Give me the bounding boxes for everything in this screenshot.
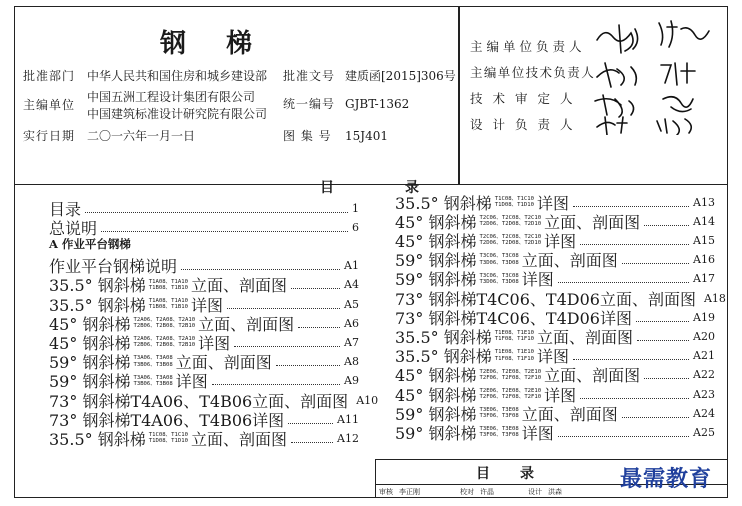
toc-entry-code: T3D06、T3D08 xyxy=(479,278,519,285)
editor-value-1: 中国五洲工程设计集团有限公司 xyxy=(87,90,256,104)
toc-entry-prefix: 59° 钢斜梯 xyxy=(395,423,477,443)
toc-entry-code: T1C08、T1C10 xyxy=(148,432,188,439)
toc-entry-suffix: 详图 xyxy=(544,385,577,405)
toc-entry-code: T1A08、T1A10 xyxy=(148,297,188,304)
toc-entry[interactable] xyxy=(49,314,359,334)
toc-leader-dots xyxy=(212,376,340,385)
toc-entry-suffix: 立面、剖面图 xyxy=(521,251,618,271)
toc-entry-title: 73° 钢斜梯T4A06、T4B06详图 xyxy=(49,410,285,430)
code-label: 统一编号 xyxy=(283,97,336,111)
toc-entry[interactable] xyxy=(395,212,715,232)
toc-leader-dots xyxy=(276,357,340,366)
toc-page-number: A10 xyxy=(356,393,379,407)
toc-page-number: A11 xyxy=(337,412,359,426)
toc-entry[interactable] xyxy=(395,270,715,290)
cell-design-name: 洪森 xyxy=(548,488,562,496)
toc-entry[interactable] xyxy=(49,429,359,449)
toc-entry-codes xyxy=(479,426,518,438)
role-chief-editor: 主编单位负责人 xyxy=(470,39,586,54)
toc-entry-prefix: 35.5° 钢斜梯 xyxy=(395,347,492,367)
editor-value-2: 中国建筑标准设计研究院有限公司 xyxy=(87,107,268,121)
toc-entry-code: T2E06、T2E08、T2E10 xyxy=(479,387,542,394)
toc-entry-suffix: 详图 xyxy=(191,295,224,315)
cell-review-name: 李正刚 xyxy=(399,488,420,496)
toc-entry-code: T1D08、T1D10 xyxy=(494,202,534,208)
toc-entry-suffix: 立面、剖面图 xyxy=(544,366,641,386)
approve-label: 批准部门 xyxy=(23,69,76,83)
role-designer: 设计负责人 xyxy=(470,117,583,132)
toc-leader-dots xyxy=(622,409,689,418)
toc-entry-codes xyxy=(495,349,534,361)
toc-page-number: 6 xyxy=(352,220,359,234)
toc-leader-dots xyxy=(181,261,340,270)
toc-entry-prefix: 35.5° 钢斜梯 xyxy=(395,327,492,347)
toc-entry-suffix: 立面、剖面图 xyxy=(544,212,641,232)
toc-entry[interactable] xyxy=(49,410,359,430)
toc-entry-code: T2F06、T2F08、T2F10 xyxy=(479,394,542,400)
toc-entry-code: T2D06、T2D08、T2D10 xyxy=(479,240,542,247)
toc-entry[interactable] xyxy=(49,333,359,353)
toc-entry-codes xyxy=(149,432,188,444)
toc-title-2: 录 xyxy=(405,180,419,196)
toc-entry[interactable] xyxy=(395,347,715,367)
toc-entry-code: T2A06、T2A08、T2A10 xyxy=(133,336,196,343)
toc-entry-code: T2A06、T2A08、T2A10 xyxy=(133,316,196,323)
toc-entry-prefix: 45° 钢斜梯 xyxy=(49,314,131,334)
toc-entry-suffix: 详图 xyxy=(175,372,208,392)
toc-page-number: A21 xyxy=(693,349,715,363)
toc-leader-dots xyxy=(291,434,333,443)
toc-entry-prefix: 59° 钢斜梯 xyxy=(395,251,477,271)
toc-entry-suffix: 立面、剖面图 xyxy=(521,404,618,424)
toc-entry-suffix: 立面、剖面图 xyxy=(175,353,272,373)
editor-label: 主编单位 xyxy=(23,98,76,112)
toc-entry-suffix: 立面、剖面图 xyxy=(198,314,295,334)
toc-leader-dots xyxy=(580,390,689,399)
role-reviewer: 技术审定人 xyxy=(470,91,583,106)
approve-value: 中华人民共和国住房和城乡建设部 xyxy=(87,69,268,83)
toc-leader-dots xyxy=(573,198,689,207)
toc-entry[interactable] xyxy=(395,289,726,309)
toc-entry-title: 目录 xyxy=(49,199,82,219)
toc-entry-title: 73° 钢斜梯T4A06、T4B06立面、剖面图 xyxy=(49,391,349,411)
toc-entry-code: T1E08、T1E10 xyxy=(494,349,534,356)
toc-entry[interactable] xyxy=(49,218,359,238)
atlas-title: 钢梯 xyxy=(160,29,293,59)
toc-entry[interactable] xyxy=(395,231,715,251)
sheet-frame xyxy=(14,6,728,498)
toc-entry-codes xyxy=(149,298,188,310)
toc-entry-suffix: 详图 xyxy=(198,333,231,353)
toc-page-number: A5 xyxy=(344,297,359,311)
toc-entry[interactable] xyxy=(49,295,359,315)
toc-leader-dots xyxy=(85,204,348,213)
toc-entry-suffix: 详图 xyxy=(537,347,570,367)
toc-leader-dots xyxy=(227,300,340,309)
toc-entry-codes xyxy=(149,279,188,291)
toc-entry-codes xyxy=(479,234,541,246)
toc-entry-prefix: 35.5° 钢斜梯 xyxy=(49,276,146,296)
toc-entry-code: T3C06、T3C08 xyxy=(479,272,519,279)
toc-entry-suffix: 详图 xyxy=(544,231,577,251)
toc-entry-prefix: 35.5° 钢斜梯 xyxy=(49,295,146,315)
toc-entry-code: T3B06、T3B08 xyxy=(133,361,173,368)
toc-entry[interactable] xyxy=(49,199,359,219)
toc-leader-dots xyxy=(234,338,340,347)
toc-entry-codes xyxy=(133,336,195,348)
toc-entry-code: T2E06、T2E08、T2E10 xyxy=(479,368,542,375)
toc-entry-code: T2C06、T2C08、T2C10 xyxy=(479,214,542,221)
toc-entry-prefix: 45° 钢斜梯 xyxy=(395,212,477,232)
cell-design-label: 设计 xyxy=(528,488,542,496)
code-value: GJBT-1362 xyxy=(345,97,410,111)
toc-entry-prefix: 59° 钢斜梯 xyxy=(395,270,477,290)
toc-entry[interactable] xyxy=(49,257,359,277)
toc-entry-prefix: 45° 钢斜梯 xyxy=(395,385,477,405)
toc-entry-code: T1F08、T1F10 xyxy=(494,355,534,362)
toc-entry-codes xyxy=(133,355,172,367)
watermark-text: 最需教育 xyxy=(620,466,713,492)
handwritten-signatures xyxy=(591,15,726,135)
toc-entry-codes xyxy=(133,375,172,387)
toc-entry[interactable] xyxy=(49,353,359,373)
toc-entry-prefix: 59° 钢斜梯 xyxy=(49,372,131,392)
toc-entry-prefix: 59° 钢斜梯 xyxy=(49,353,131,373)
toc-page-number: A1 xyxy=(344,259,359,273)
doc-no-label: 批准文号 xyxy=(283,69,336,83)
toc-page-number: A14 xyxy=(693,214,715,228)
toc-entry[interactable] xyxy=(395,404,715,424)
toc-entry[interactable] xyxy=(395,251,715,271)
toc-entry-codes xyxy=(495,330,534,342)
toc-entry-codes xyxy=(479,253,518,265)
toc-leader-dots xyxy=(298,319,340,328)
toc-entry-prefix: 35.5° 钢斜梯 xyxy=(395,193,492,213)
toc-entry-suffix: 详图 xyxy=(537,193,570,213)
toc-entry-code: T1F08、T1F10 xyxy=(494,336,534,343)
toc-entry-code: T3E06、T3E08 xyxy=(479,406,519,413)
toc-entry-prefix: 35.5° 钢斜梯 xyxy=(49,429,146,449)
toc-entry-title: 73° 钢斜梯T4C06、T4D06详图 xyxy=(395,308,632,328)
toc-page-number: A12 xyxy=(337,431,359,445)
toc-page-number: A8 xyxy=(344,355,359,369)
toc-entry-code: T3A06、T3A08 xyxy=(133,374,173,381)
toc-page-number: A23 xyxy=(693,387,715,401)
toc-page-number: A4 xyxy=(344,278,359,292)
atlas-label: 图 集 号 xyxy=(283,129,332,143)
toc-leader-dots xyxy=(291,280,340,289)
toc-entry[interactable] xyxy=(49,372,359,392)
toc-page-number: A15 xyxy=(693,233,715,247)
toc-entry-code: T3F06、T3F08 xyxy=(479,413,519,420)
toc-leader-dots xyxy=(101,223,348,232)
toc-entry[interactable] xyxy=(395,423,715,443)
toc-entry-code: T2B06、T2B08、T2B10 xyxy=(133,342,196,349)
toc-page-number: A18 xyxy=(703,291,726,305)
role-tech-lead: 主编单位技术负责人 xyxy=(470,65,596,80)
cover-header xyxy=(15,7,727,185)
toc-leader-dots xyxy=(636,313,689,322)
toc-leader-dots xyxy=(288,415,333,424)
toc-title-1: 目 xyxy=(320,180,334,196)
toc-entry-code: T3C06、T3C08 xyxy=(479,253,519,260)
cell-review-label: 审核 xyxy=(379,488,393,496)
toc-leader-dots xyxy=(573,351,689,360)
toc-entry-suffix: 详图 xyxy=(521,423,554,443)
toc-entry-title: 73° 钢斜梯T4C06、T4D06立面、剖面图 xyxy=(395,289,696,309)
toc-entry-suffix: 详图 xyxy=(521,270,554,290)
toc-entry-codes xyxy=(479,407,518,419)
toc-entry-prefix: 59° 钢斜梯 xyxy=(395,404,477,424)
toc-entry-suffix: 立面、剖面图 xyxy=(537,327,634,347)
toc-entry-code: T2B06、T2B08、T2B10 xyxy=(133,323,196,330)
toc-page-number: A19 xyxy=(693,310,715,324)
toc-entry[interactable] xyxy=(395,385,715,405)
toc-leader-dots xyxy=(622,255,689,264)
cell-check-label: 校对 xyxy=(460,488,474,496)
toc-entry[interactable] xyxy=(395,366,715,386)
toc-entry-code: T3F06、T3F08 xyxy=(479,432,519,439)
toc-entry-codes xyxy=(495,196,534,208)
toc-page-number: A9 xyxy=(344,374,359,388)
toc-page-number: A17 xyxy=(693,272,715,286)
toc-entry-code: T1A08、T1A10 xyxy=(148,278,188,285)
toc-entry-code: T2C06、T2C08、T2C10 xyxy=(479,234,542,241)
toc-entry-code: T3A06、T3A08 xyxy=(133,355,173,362)
toc-entry-code: T3D06、T3D08 xyxy=(479,259,519,266)
toc-entry-codes xyxy=(479,273,518,285)
toc-leader-dots xyxy=(644,370,689,379)
header-divider xyxy=(458,7,460,185)
toc-entry-prefix: 45° 钢斜梯 xyxy=(49,333,131,353)
toc-leader-dots xyxy=(644,217,689,226)
toc-entry[interactable] xyxy=(49,391,379,411)
toc-entry-suffix: 立面、剖面图 xyxy=(191,429,288,449)
toc-entry-codes xyxy=(479,369,541,381)
toc-entry-code: T1E08、T1E10 xyxy=(494,330,534,337)
toc-page-number: A20 xyxy=(693,329,715,343)
toc-leader-dots xyxy=(637,332,689,341)
title-block-title: 目录 xyxy=(476,466,564,482)
atlas-value: 15J401 xyxy=(345,129,388,143)
date-value: 二〇一六年一月一日 xyxy=(87,129,196,143)
toc-entry-title: 作业平台钢梯说明 xyxy=(49,257,178,277)
toc-page-number: A13 xyxy=(693,195,715,209)
toc-section-heading: A 作业平台钢梯 xyxy=(49,237,131,252)
toc-entry-suffix: 立面、剖面图 xyxy=(191,276,288,296)
toc-entry-codes xyxy=(479,215,541,227)
toc-page-number: A22 xyxy=(693,368,715,382)
toc-entry-prefix: 45° 钢斜梯 xyxy=(395,231,477,251)
toc-entry-code: T2F06、T2F08、T2F10 xyxy=(479,374,542,381)
toc-entry[interactable] xyxy=(395,193,715,213)
toc-page-number: 1 xyxy=(352,201,359,215)
toc-leader-dots xyxy=(558,428,689,437)
toc-entry-code: T1C08、T1C10 xyxy=(494,195,534,202)
toc-entry-title xyxy=(395,421,554,444)
toc-leader-dots xyxy=(558,274,689,283)
toc-page-number: A24 xyxy=(693,406,715,420)
toc-entry-codes xyxy=(133,317,195,329)
toc-entry-title xyxy=(49,427,287,450)
toc-page-number: A16 xyxy=(693,253,715,267)
toc-entry-code: T3B06、T3B08 xyxy=(133,380,173,387)
toc-entry-code: T3E06、T3E08 xyxy=(479,426,519,433)
toc-page-number: A7 xyxy=(344,335,359,349)
toc-page-number: A25 xyxy=(693,425,715,439)
toc-entry-code: T2D06、T2D08、T2D10 xyxy=(479,221,542,228)
toc-entry[interactable] xyxy=(395,327,715,347)
cell-check-name: 许晶 xyxy=(480,488,494,496)
toc-page-number: A6 xyxy=(344,316,359,330)
toc-entry-code: T1B08、T1B10 xyxy=(148,304,188,310)
toc-entry-title: 总说明 xyxy=(49,218,98,238)
toc-entry-code: T1B08、T1B10 xyxy=(148,284,188,291)
toc-entry[interactable] xyxy=(49,276,359,296)
toc-leader-dots xyxy=(580,236,689,245)
toc-entry-codes xyxy=(479,388,541,400)
toc-entry-code: T1D08、T1D10 xyxy=(148,438,188,445)
date-label: 实行日期 xyxy=(23,129,76,143)
doc-no-value: 建质函[2015]306号 xyxy=(345,69,456,83)
toc-entry[interactable] xyxy=(395,308,715,328)
toc-entry-prefix: 45° 钢斜梯 xyxy=(395,366,477,386)
